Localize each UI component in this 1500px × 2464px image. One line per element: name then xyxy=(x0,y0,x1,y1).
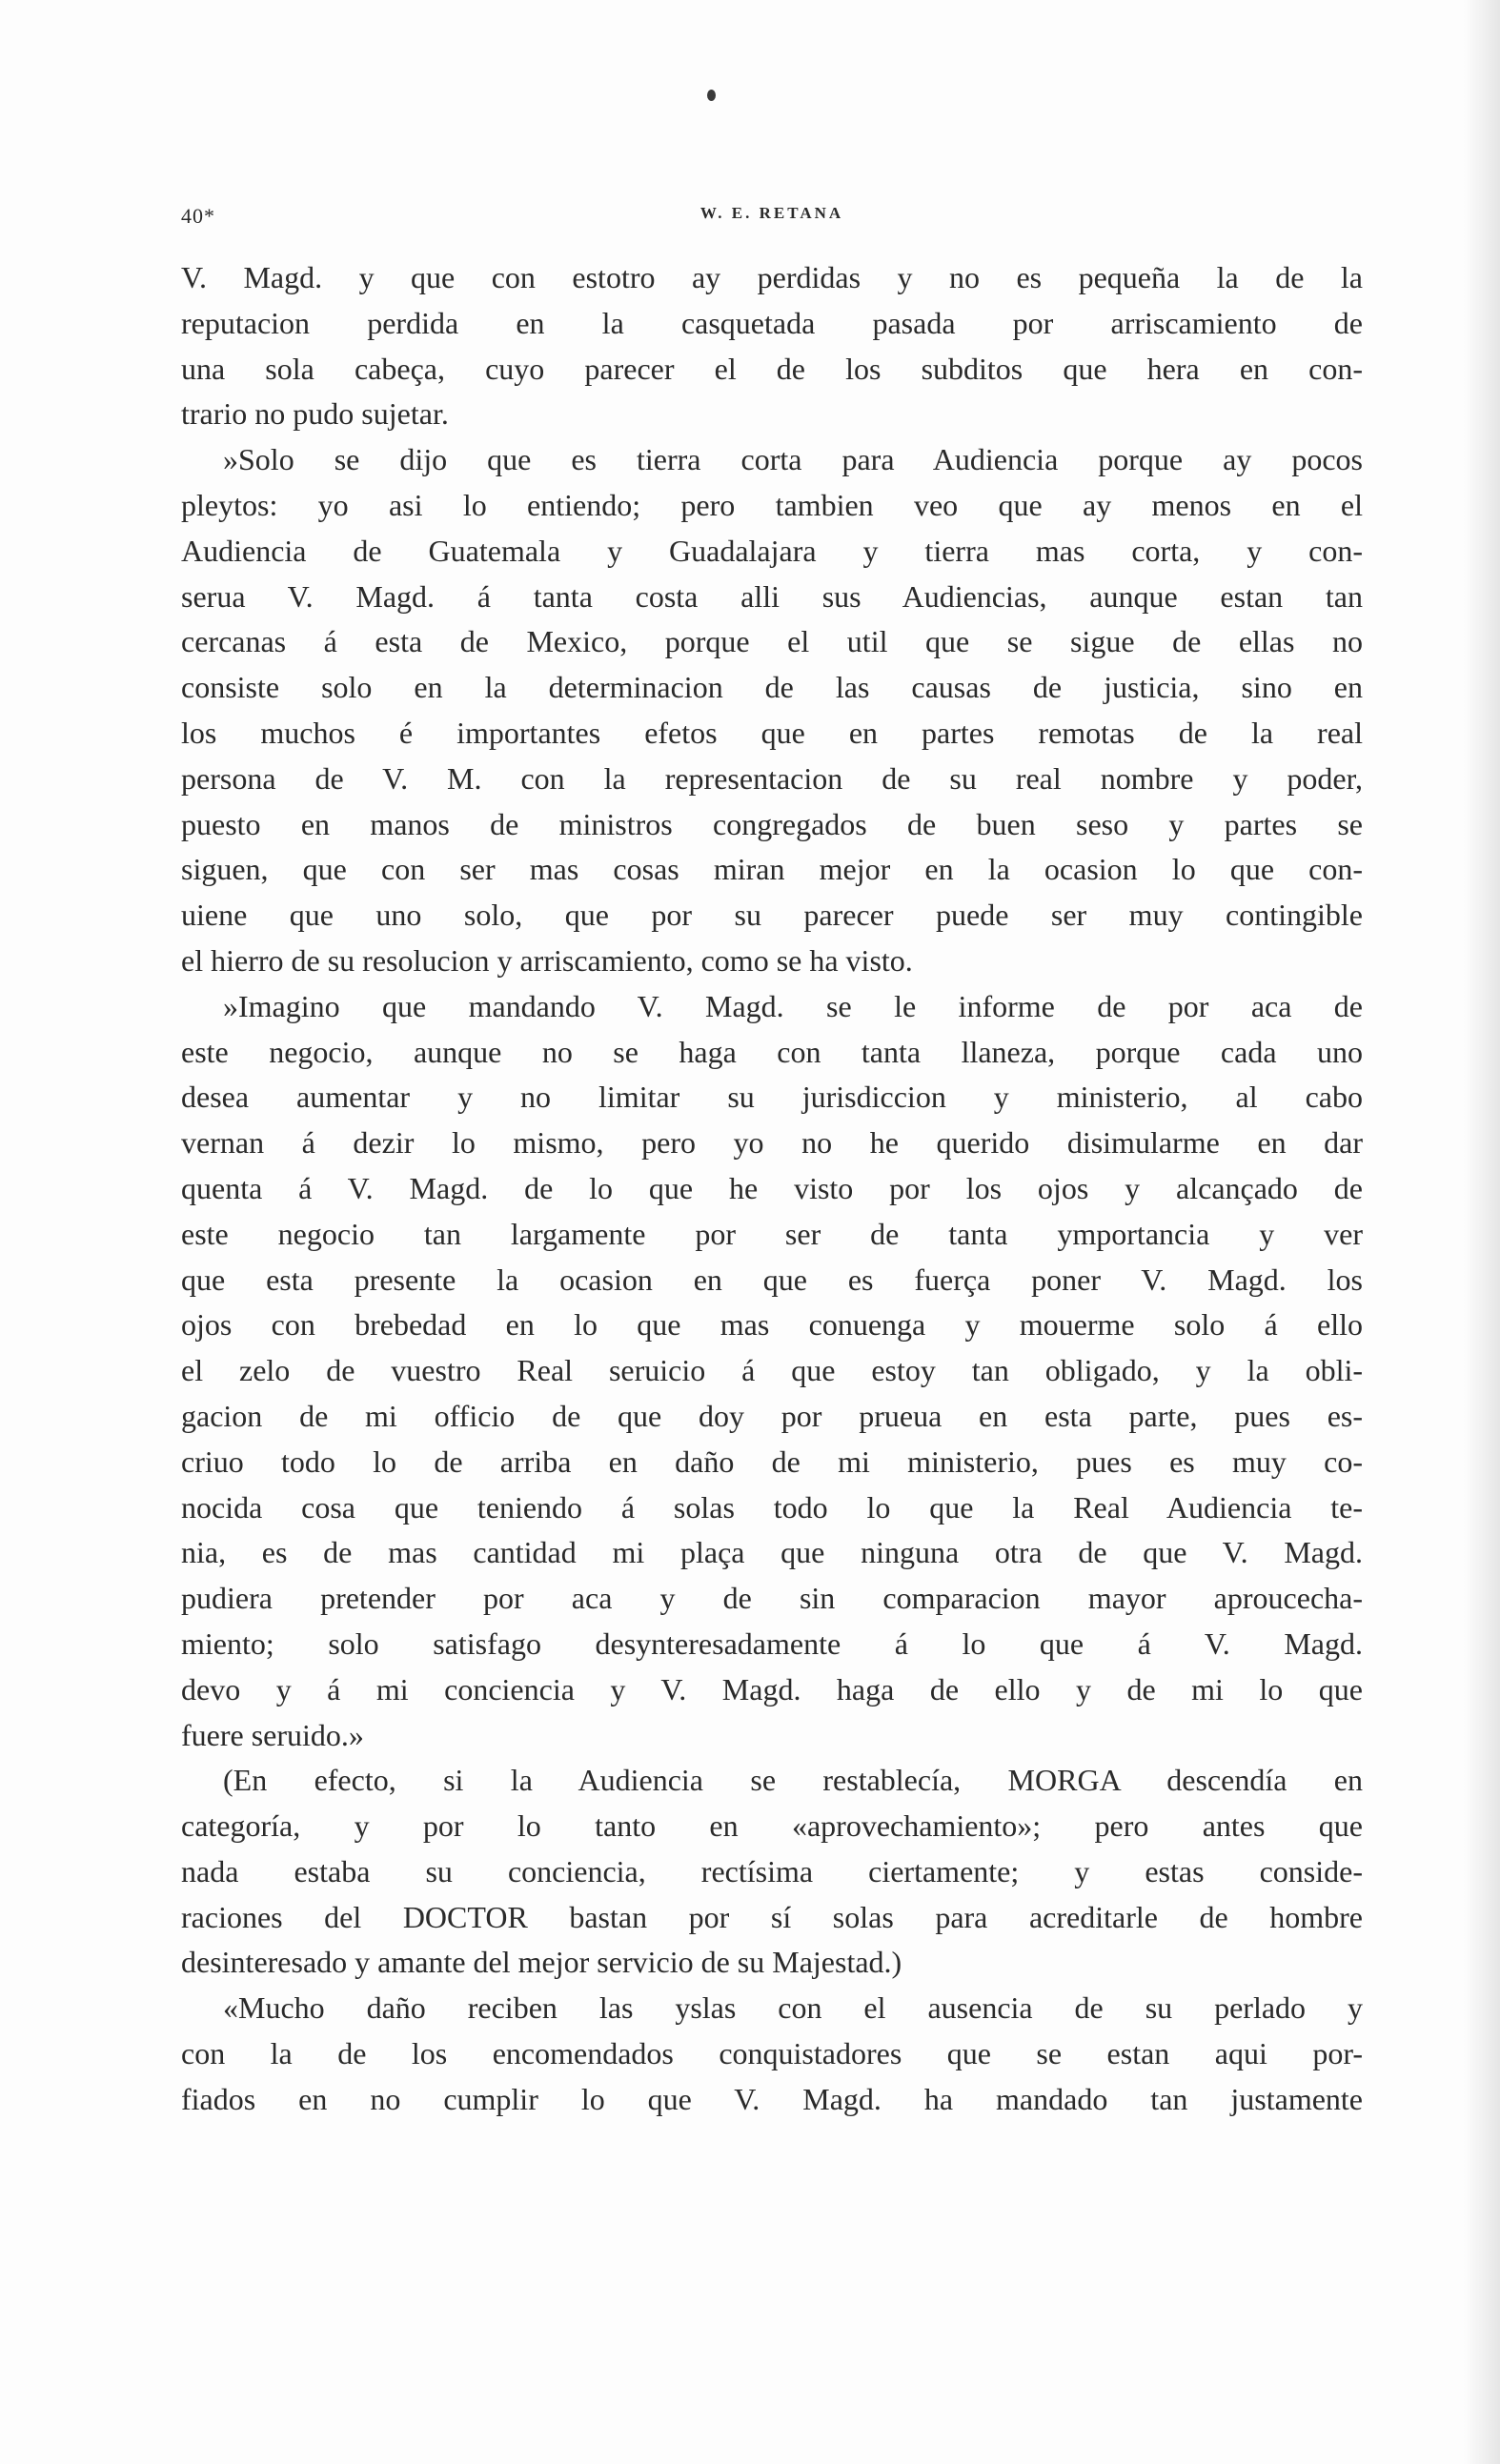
text-line: fuere seruido.» xyxy=(181,1717,364,1752)
running-head-author: W. E. RETANA xyxy=(699,204,844,222)
running-head xyxy=(181,198,1363,231)
text-line: miento; solo satisfago desynteresadamente á lo que á V. Magd. xyxy=(181,1626,1363,1661)
text-line: nada estaba su conciencia, rectísima ciertamente; y estas conside- xyxy=(181,1853,1363,1888)
text-line: »Solo se dijo que es tierra corta para Audiencia porque ay pocos xyxy=(223,442,1363,477)
text-line: (En efecto, si la Audiencia se restablecía, MORGA descendía en xyxy=(223,1763,1363,1798)
text-line: persona de V. M. con la representacion de su real nombre y poder, xyxy=(181,760,1363,796)
text-line: este negocio, aunque no se haga con tanta llaneza, porque cada uno xyxy=(181,1034,1363,1069)
text-line: raciones del DOCTOR bastan por sí solas para acreditarle de hombre xyxy=(181,1899,1363,1934)
text-line: V. Magd. y que con estotro ay perdidas y no es pequeña la de la xyxy=(181,260,1363,294)
page-edge-shadow xyxy=(1464,0,1500,2464)
text-line: gacion de mi officio de que doy por prueua en esta parte, pues es- xyxy=(181,1398,1363,1433)
text-line: el hierro de su resolucion y arriscamiento, como se ha visto. xyxy=(181,942,913,978)
ink-speck xyxy=(707,90,716,101)
text-line: puesto en manos de ministros congregados de buen seso y partes se xyxy=(181,806,1363,841)
text-line: vernan á dezir lo mismo, pero yo no he querido disimularme en dar xyxy=(181,1125,1363,1161)
body-text xyxy=(181,255,1363,2123)
text-line: ojos con brebedad en lo que mas conuenga y mouerme solo á ello xyxy=(181,1307,1363,1343)
text-line: el zelo de vuestro Real seruicio á que estoy tan obligado, y la obli- xyxy=(181,1353,1363,1388)
text-line: fiados en no cumplir lo que V. Magd. ha mandado tan justamente xyxy=(181,2081,1363,2116)
text-line: criuo todo lo de arriba en daño de mi ministerio, pues es muy co- xyxy=(181,1444,1363,1479)
text-line: trario no pudo sujetar. xyxy=(181,396,449,432)
text-line: serua V. Magd. á tanta costa alli sus Audiencias, aunque estan tan xyxy=(181,578,1363,614)
text-line: categoría, y por lo tanto en «aprovechamiento»; pero antes que xyxy=(181,1808,1363,1844)
text-line: este negocio tan largamente por ser de tanta ymportancia y ver xyxy=(181,1216,1363,1251)
text-line: consiste solo en la determinacion de las causas de justicia, sino en xyxy=(181,670,1363,705)
text-line: desea aumentar y no limitar su jurisdiccion y ministerio, al cabo xyxy=(181,1080,1363,1115)
text-line: pleytos: yo asi lo entiendo; pero tambien veo que ay menos en el xyxy=(181,487,1363,522)
text-line: uiene que uno solo, que por su parecer puede ser muy contingible xyxy=(181,898,1363,933)
text-line: nocida cosa que teniendo á solas todo lo que la Real Audiencia te- xyxy=(181,1489,1363,1525)
text-line: reputacion perdida en la casquetada pasada por arriscamiento de xyxy=(181,305,1363,340)
text-line: los muchos é importantes efetos que en partes remotas de la real xyxy=(181,715,1363,750)
text-line: devo y á mi conciencia y V. Magd. haga de ello y de mi lo que xyxy=(181,1671,1363,1707)
page-number: 40* xyxy=(181,204,215,228)
text-line: siguen, que con ser mas cosas miran mejor en la ocasion lo que con- xyxy=(181,852,1363,887)
text-line: desinteresado y amante del mejor servicio de su Majestad.) xyxy=(181,1945,902,1980)
text-line: pudiera pretender por aca y de sin comparacion mayor aproucecha- xyxy=(181,1581,1363,1616)
text-line: cercanas á esta de Mexico, porque el util que se sigue de ellas no xyxy=(181,624,1363,659)
text-line: »Imagino que mandando V. Magd. se le informe de por aca de xyxy=(223,988,1363,1023)
text-line: que esta presente la ocasion en que es fuerça poner V. Magd. los xyxy=(181,1262,1363,1297)
text-line: una sola cabeça, cuyo parecer el de los subditos que hera en con- xyxy=(181,351,1363,386)
text-line: quenta á V. Magd. de lo que he visto por los ojos y alcançado de xyxy=(181,1170,1363,1205)
text-line: con la de los encomendados conquistadores que se estan aqui por- xyxy=(181,2036,1363,2071)
text-line: Audiencia de Guatemala y Guadalajara y tierra mas corta, y con- xyxy=(181,533,1363,568)
text-line: «Mucho daño reciben las yslas con el ausencia de su perlado y xyxy=(223,1990,1363,2026)
text-line: nia, es de mas cantidad mi plaça que ninguna otra de que V. Magd. xyxy=(181,1535,1363,1570)
